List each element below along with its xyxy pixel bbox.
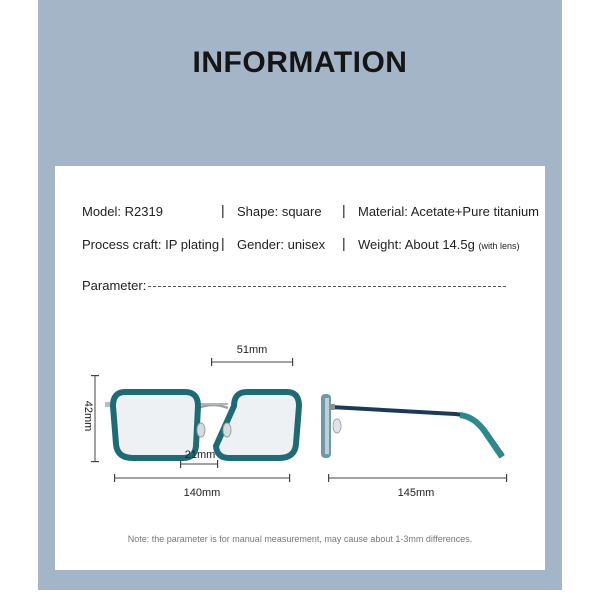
measurement-note: Note: the parameter is for manual measurement, may cause about 1-3mm differences. [127,534,473,544]
side-lens-edge [325,398,329,454]
lens-height-label: 42mm [82,400,94,432]
temple-length-label: 145mm [397,487,435,499]
side-hinge [329,404,335,410]
spec-weight [358,237,520,252]
temple-arm [331,407,503,456]
spec-weight-note: (with lens) [478,241,520,251]
side-nose-pad [333,419,341,433]
spec-process: Process craft: IP plating [82,237,220,252]
bridge-shape [198,405,228,408]
parameter-row [82,278,506,293]
separator: | [342,202,346,218]
temple-tip [460,415,502,457]
parameter-dashes [148,286,506,287]
spec-weight-value: Weight: About 14.5g [358,237,475,252]
spec-model: Model: R2319 [82,204,163,219]
lens-width-label: 51mm [236,344,268,356]
frame-width-label: 140mm [183,487,221,499]
dimension-diagram [55,326,545,526]
separator: | [221,202,225,218]
info-card [55,166,545,570]
separator: | [221,235,225,251]
spec-material: Material: Acetate+Pure titanium [358,204,540,219]
glasses-side-view [321,394,503,458]
parameter-label: Parameter: [82,278,147,293]
nose-pad-right [223,423,231,437]
nose-pad-left [197,423,205,437]
spec-gender: Gender: unisex [237,237,326,252]
separator: | [342,235,346,251]
bridge-label: 21mm [184,449,216,461]
spec-shape: Shape: square [237,204,322,219]
page-title: INFORMATION [192,46,408,79]
